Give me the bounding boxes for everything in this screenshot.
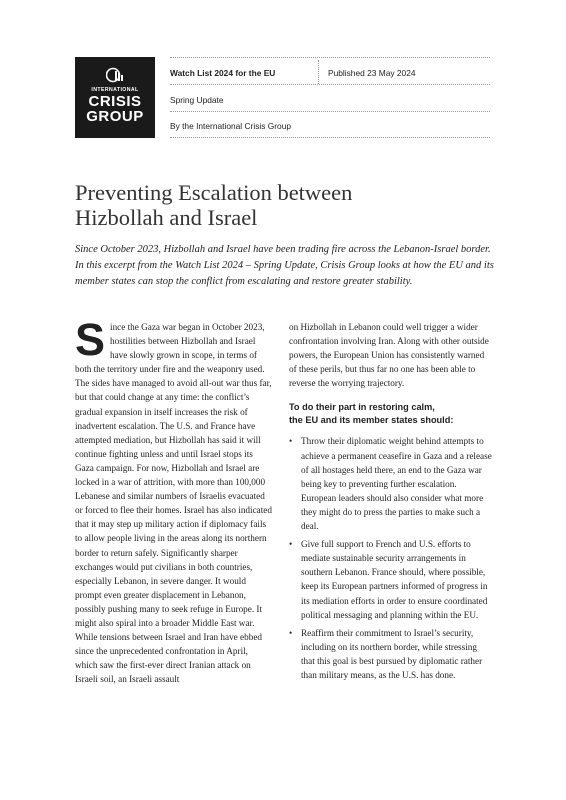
- list-item-text: Throw their diplomatic weight behind attempts to achieve a permanent ceasefire in Gaza and a release of all hostages held there, an end to the Gaza war being key to preventing further escalation. European leaders should also consider what more they might do to press the parties to make such a deal.: [301, 436, 492, 532]
- recommendations-list: [289, 434, 492, 682]
- series-title: Watch List 2024 for the EU: [170, 68, 276, 78]
- header-vertical-divider: [318, 60, 319, 84]
- list-item: [289, 626, 492, 682]
- list-item-text: Give full support to French and U.S. efforts to mediate sustainable security arrangements in southern Lebanon. France should, where possible, keep its European partners informed of progress in its mediation efforts in order to ensure coordinated political messaging and planning within the EU.: [301, 539, 488, 620]
- published-date: Published 23 May 2024: [328, 68, 416, 78]
- crisis-group-mark-icon: [106, 67, 124, 83]
- heading-line: the EU and its member states should:: [289, 415, 454, 426]
- header-divider: [170, 57, 490, 58]
- logo-line-group: GROUP: [86, 108, 144, 125]
- edition-label: Spring Update: [170, 95, 224, 105]
- lede-paragraph: Since October 2023, Hizbollah and Israel have been trading fire across the Lebanon-Israel border. In this excerpt from the Watch List 2024 – Spring Update, Crisis Group looks at how the EU and its member states can stop the conflict from escalating and restore greater stability.: [75, 244, 494, 287]
- body-text: ince the Gaza war began in October 2023, hostilities between Hizbollah and Israel have slowly grown in scope, in terms of both the territory under fire and the weaponry used. The sides have managed to avoid all-out war thus far, but that could change at any time: the conflict’s gradual expansion in itself increases the risk of inadvertent escalation. The U.S. and France have attempted mediation, but Hizbollah has said it will continue fighting unless and until Israel stops its Gaza campaign. For now, Hizbollah and Israel are locked in a war of attrition, with more than 100,000 Lebanese and similar numbers of Israelis evacuated or forced to flee their homes. Israel has also indicated that it may step up military action if diplomacy fails to allow people living in the areas along its northern border to return safely. Significantly sharper exchanges would put civilians in both countries, especially Lebanon, in severe danger. It would prompt even greater displacement in Lebanon, possibly pushing many to seek refuge in Europe. It might also spiral into a broader Middle East war. While tensions between Israel and Iran have ebbed since the unprecedented confrontation in April, which saw the first-ever direct Iranian attack on Israeli soil, an Israeli assault: [75, 322, 272, 685]
- header-divider: [170, 137, 490, 138]
- bullet: •: [289, 436, 293, 447]
- drop-cap: S: [75, 314, 106, 365]
- bullet: •: [289, 627, 293, 638]
- bullet: •: [289, 539, 293, 550]
- body-text: on Hizbollah in Lebanon could well trigger a wider confrontation involving Iran. Along with other outside powers, the European Union has consistently warned of these perils, but thus far no one has been able to reverse the worrying trajectory.: [289, 322, 489, 389]
- title-line: Hizbollah and Israel: [75, 205, 258, 230]
- body-column-2: [289, 320, 492, 686]
- heading-line: To do their part in restoring calm,: [289, 402, 435, 413]
- logo-line-international: INTERNATIONAL: [91, 87, 139, 93]
- header-divider: [170, 111, 490, 112]
- recommendations-heading: [289, 401, 492, 427]
- logo-line-crisis: CRISIS: [88, 93, 142, 110]
- header-divider: [170, 84, 490, 85]
- list-item-text: Reaffirm their commitment to Israel’s security, including on its northern border, while stressing that this goal is best pursued by diplomatic rather than military means, as the U.S. has done.: [301, 627, 483, 680]
- list-item: [289, 434, 492, 533]
- byline: By the International Crisis Group: [170, 121, 292, 131]
- list-item: [289, 537, 492, 622]
- title-line: Preventing Escalation between: [75, 180, 353, 205]
- crisis-group-logo: [75, 57, 155, 138]
- body-column-1: [75, 314, 272, 686]
- page-title: [75, 180, 495, 230]
